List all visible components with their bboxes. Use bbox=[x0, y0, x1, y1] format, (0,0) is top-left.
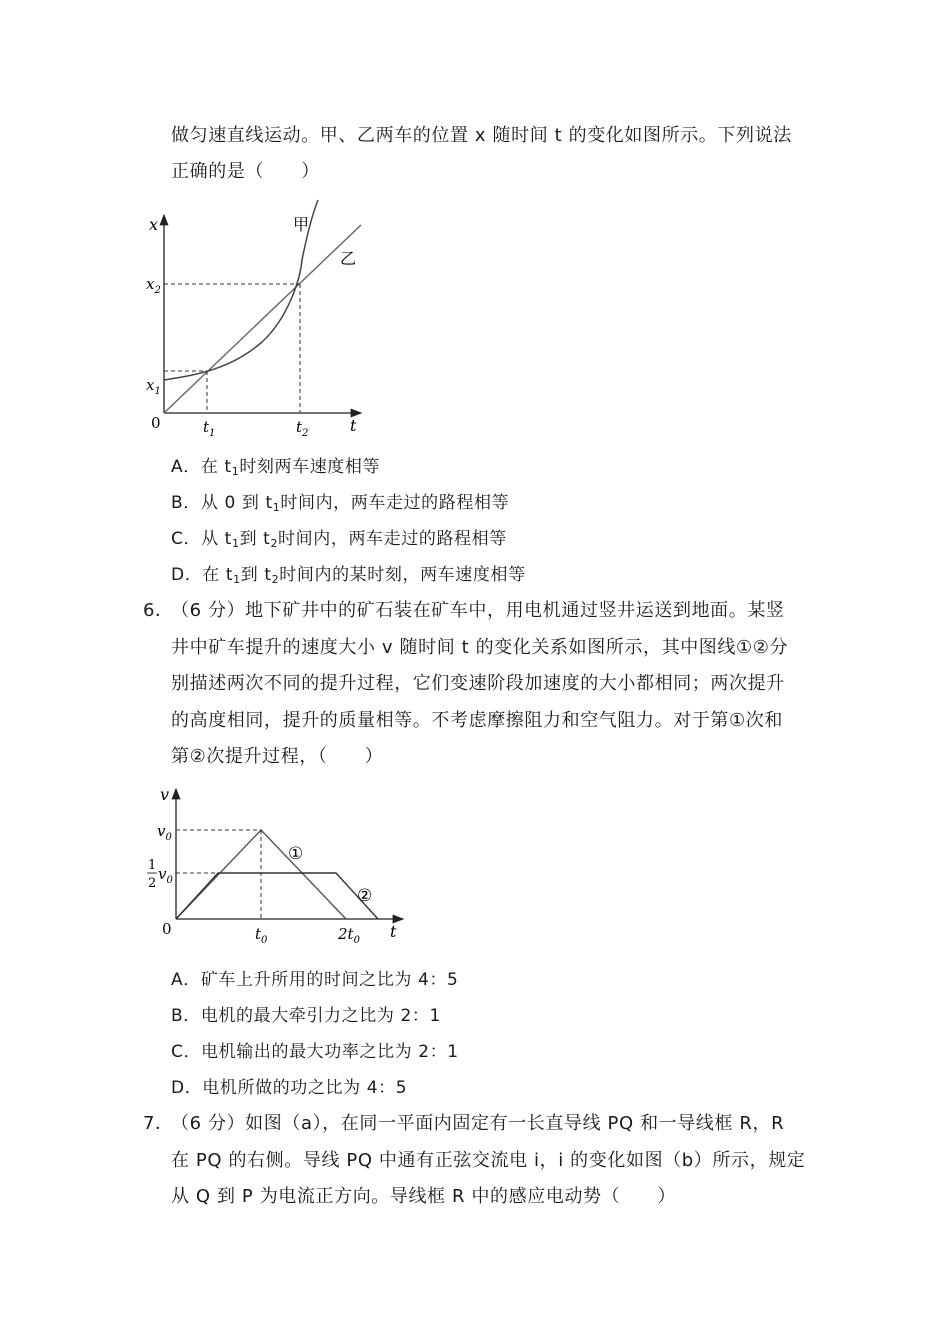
q5-position-time-graph bbox=[140, 198, 380, 443]
svg-text:t2 bbox=[296, 418, 308, 439]
q6-option-a[interactable]: A．矿车上升所用的时间之比为 4：5 bbox=[171, 970, 459, 990]
svg-text:v0 bbox=[157, 822, 172, 843]
v0-sub: 0 bbox=[165, 832, 172, 843]
svg-text:v0 bbox=[158, 865, 173, 886]
q5-option-c[interactable]: C．从 $t_1$到 $t_2$时间内，两车走过的路程相等 bbox=[171, 529, 507, 550]
x-axis-label: t bbox=[350, 416, 357, 435]
line-yi bbox=[164, 225, 361, 413]
q6-option-b[interactable]: B．电机的最大牵引力之比为 2：1 bbox=[171, 1006, 441, 1026]
q7-stem-line3: 从 Q 到 P 为电流正方向。导线框 R 中的感应电动势（ ） bbox=[171, 1186, 677, 1207]
q6-stem-line2: 井中矿车提升的速度大小 v 随时间 t 的变化关系如图所示，其中图线①②分 bbox=[171, 637, 789, 658]
q7-stem-line2: 在 PQ 的右侧。导线 PQ 中通有正弦交流电 i，i 的变化如图（b）所示，规定 bbox=[171, 1150, 806, 1171]
q6-stem-line4: 的高度相同，提升的质量相等。不考虑摩擦阻力和空气阻力。对于第①次和 bbox=[171, 710, 783, 731]
q5-stem-line1: 做匀速直线运动。甲、乙两车的位置 x 随时间 t 的变化如图所示。下列说法 bbox=[171, 125, 792, 146]
half-v0-label: v bbox=[158, 865, 167, 883]
curve-2-label: ② bbox=[357, 886, 373, 906]
q6-option-c[interactable]: C．电机输出的最大功率之比为 2：1 bbox=[171, 1042, 459, 1062]
v0-label: v bbox=[157, 822, 166, 840]
x1-label: x bbox=[146, 376, 155, 394]
q7-stem-line1: （6 分）如图（a），在同一平面内固定有一长直导线 PQ 和一导线框 R，R bbox=[171, 1113, 785, 1134]
two-t0-sub: 0 bbox=[353, 935, 360, 946]
x1-sub: 1 bbox=[154, 386, 161, 397]
q6-option-d[interactable]: D．电机所做的功之比为 4：5 bbox=[171, 1078, 408, 1098]
q6-velocity-time-graph bbox=[140, 782, 410, 947]
t1-sub: 1 bbox=[209, 428, 216, 439]
t0-label: t bbox=[255, 925, 262, 943]
x2-label: x bbox=[146, 275, 155, 293]
q6-number: 6． bbox=[143, 600, 174, 621]
q5-stem-line2: 正确的是（ ） bbox=[171, 161, 320, 182]
q5-option-a[interactable]: A．在 $t_1$时刻两车速度相等 bbox=[171, 457, 381, 478]
q5-option-d[interactable]: D．在 $t_1$到 $t_2$时间内的某时刻，两车速度相等 bbox=[171, 565, 526, 586]
y-axis-label: x bbox=[149, 215, 159, 234]
q7-number: 7． bbox=[143, 1113, 174, 1134]
label-yi: 乙 bbox=[340, 249, 357, 268]
t1-label: t bbox=[203, 418, 210, 436]
origin-label: 0 bbox=[162, 920, 172, 938]
q6-stem-line1: （6 分）地下矿井中的矿石装在矿车中，用电机通过竖井运送到地面。某竖 bbox=[171, 600, 785, 621]
t2-sub: 2 bbox=[302, 428, 309, 439]
label-jia: 甲 bbox=[293, 215, 310, 234]
x2-sub: 2 bbox=[154, 285, 161, 296]
svg-text:x1 bbox=[146, 376, 161, 397]
svg-text:t0 bbox=[255, 925, 268, 946]
svg-text:x2 bbox=[146, 275, 161, 296]
origin-label: 0 bbox=[151, 414, 161, 432]
curve-1-label: ① bbox=[288, 844, 304, 864]
half-numerator: 1 bbox=[148, 858, 157, 873]
svg-text:t1 bbox=[203, 418, 215, 439]
q6-stem-line3: 别描述两次不同的提升过程，它们变速阶段加速度的大小都相同；两次提升 bbox=[171, 673, 785, 694]
curve-2-line bbox=[176, 873, 378, 919]
x-axis-label: t bbox=[390, 922, 397, 941]
t0-sub: 0 bbox=[261, 935, 268, 946]
two-t0-label: 2t bbox=[338, 925, 354, 943]
y-axis-label: v bbox=[160, 785, 170, 804]
t2-label: t bbox=[296, 418, 303, 436]
half-denominator: 2 bbox=[148, 876, 157, 891]
q5-option-b[interactable]: B．从 0 到 $t_1$时间内，两车走过的路程相等 bbox=[171, 493, 510, 514]
half-v0-sub: 0 bbox=[166, 875, 173, 886]
q6-stem-line5: 第②次提升过程，（ ） bbox=[171, 746, 384, 767]
svg-text:2t0 bbox=[337, 925, 361, 946]
